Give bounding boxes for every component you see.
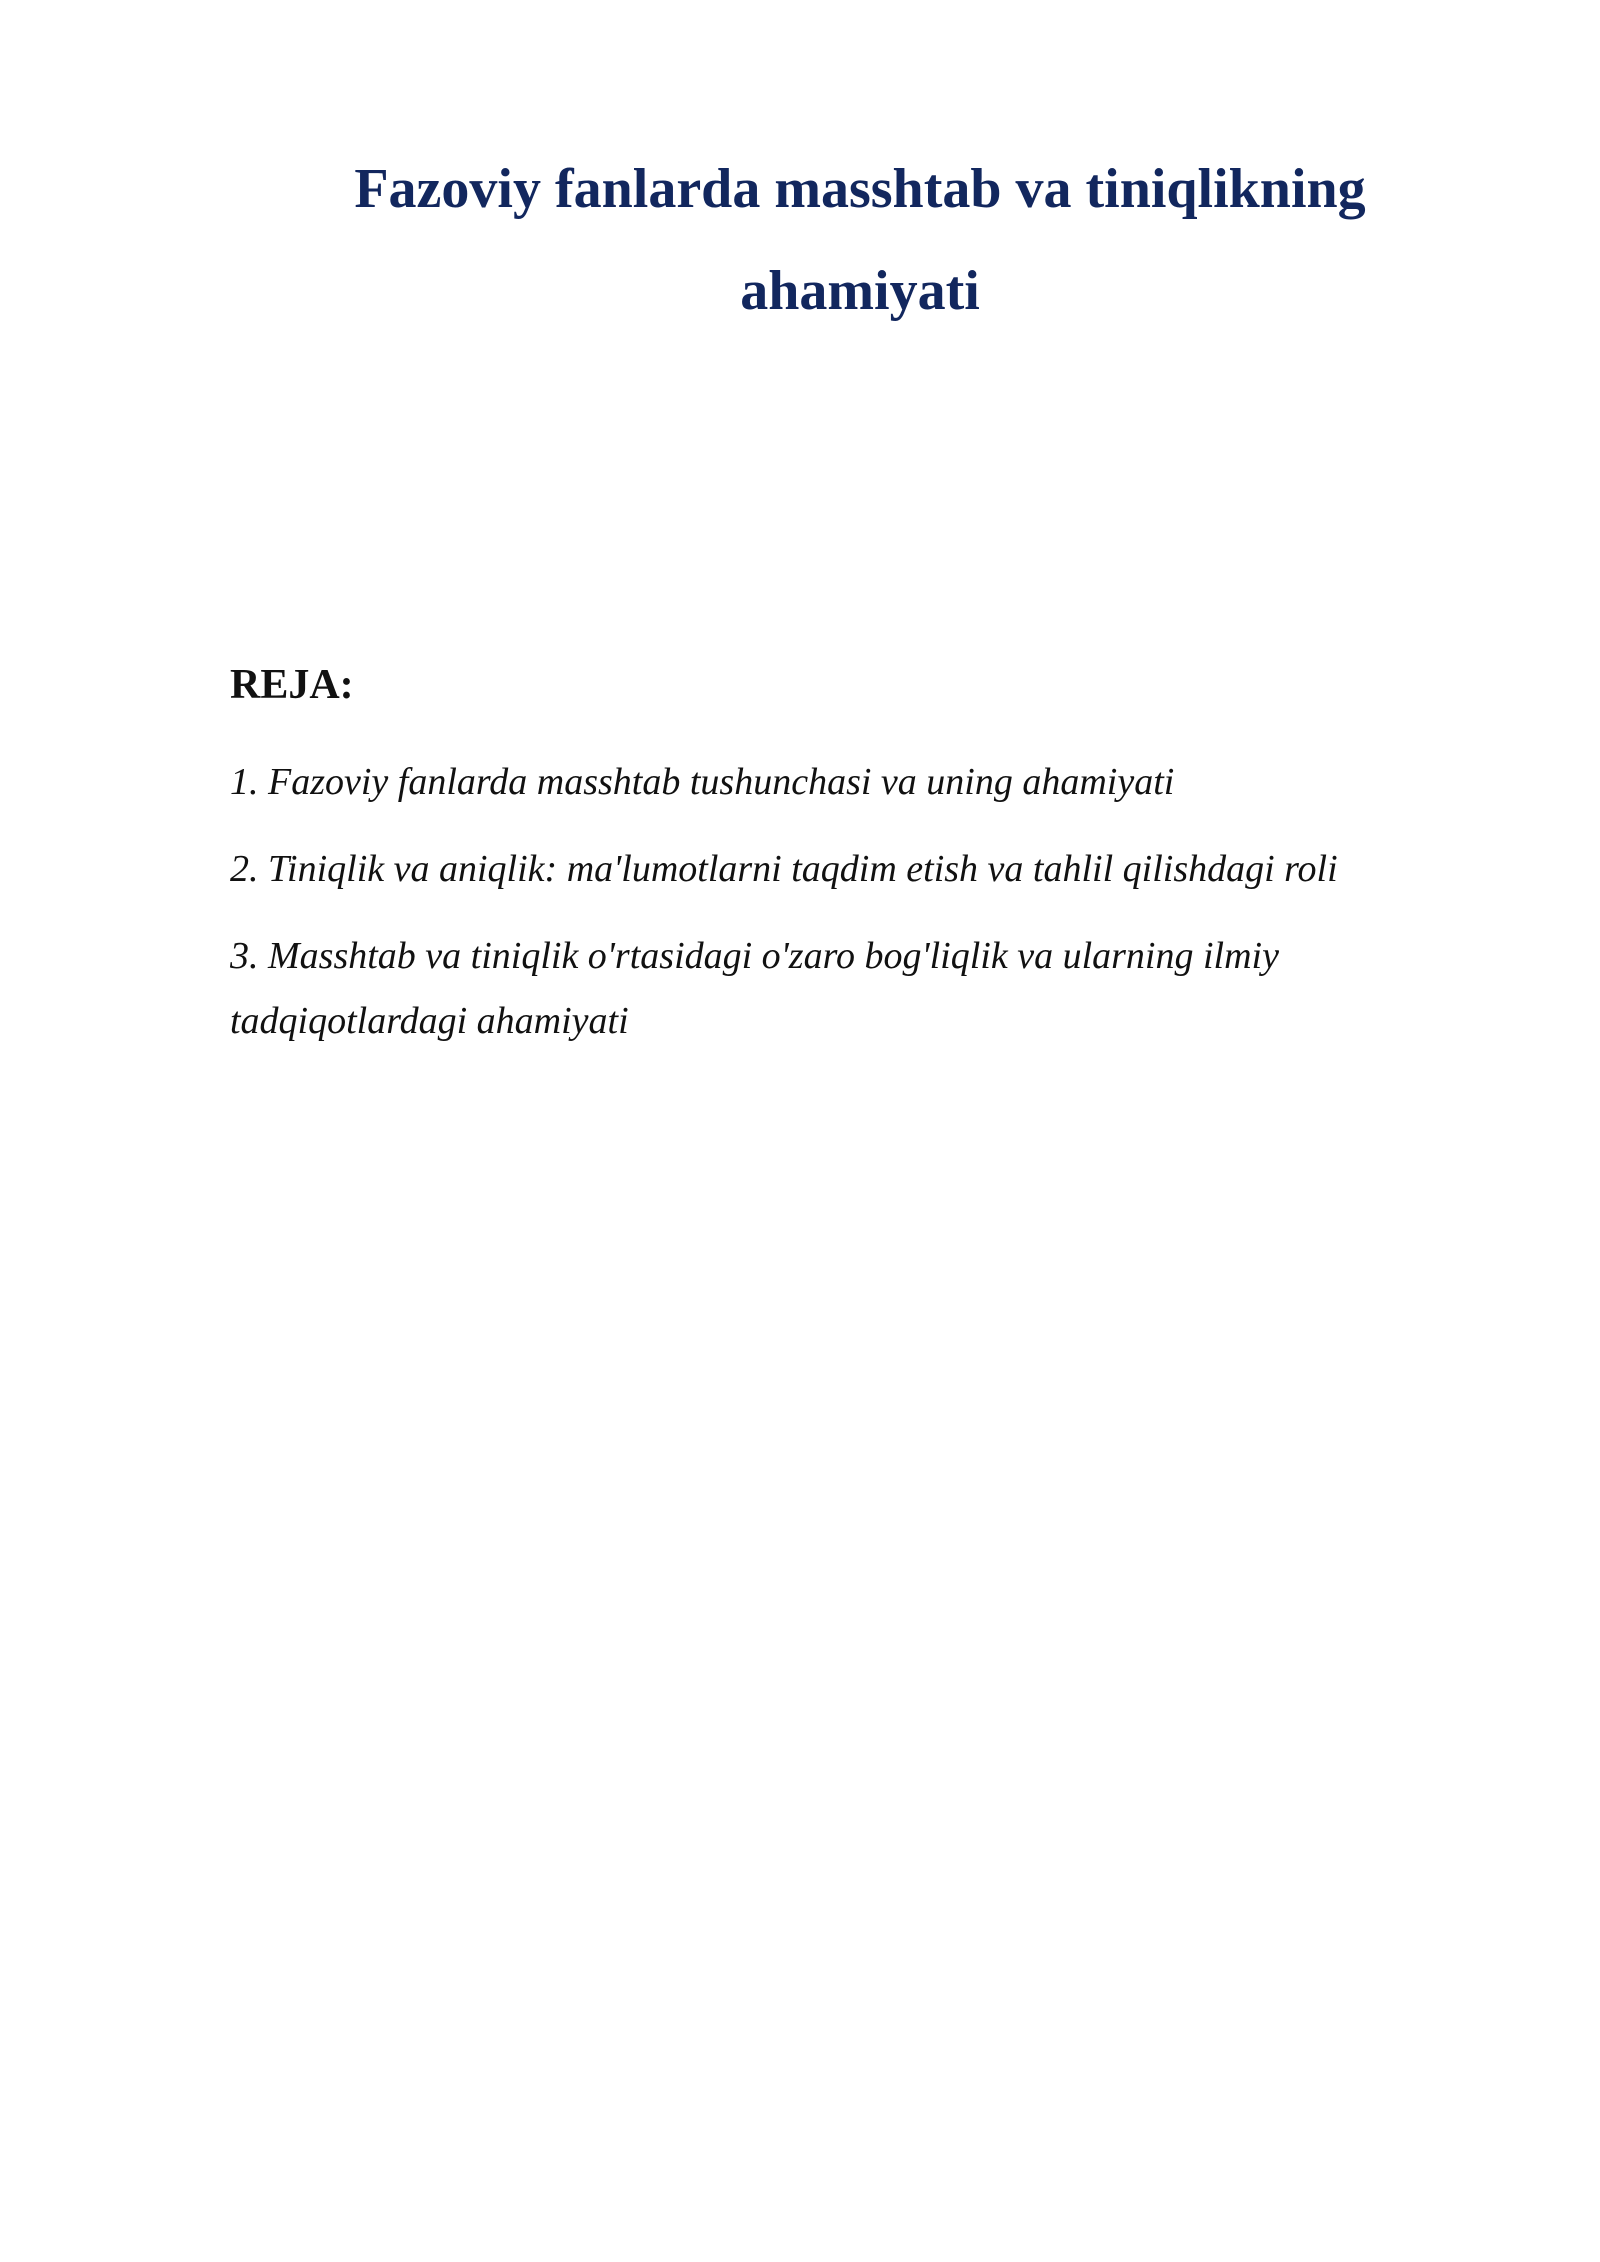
- plan-heading: REJA:: [230, 662, 354, 708]
- page-title-line-1: Fazoviy fanlarda masshtab va tiniqlikning: [354, 158, 1366, 220]
- page-title-line-2: ahamiyati: [740, 260, 980, 322]
- plan-item-1: 1. Fazoviy fanlarda masshtab tushunchasi va uning ahamiyati: [230, 761, 1175, 803]
- plan-list: [230, 750, 1410, 1076]
- plan-item-2: 2. Tiniqlik va aniqlik: ma'lumotlarni taqdim etish va tahlil qilishdagi roli: [230, 848, 1338, 890]
- page-title: [310, 138, 1410, 342]
- plan-item-3: 3. Masshtab va tiniqlik o'rtasidagi o'zaro bog'liqlik va ularning ilmiy tadqiqotlardagi ahamiyati: [230, 935, 1279, 1042]
